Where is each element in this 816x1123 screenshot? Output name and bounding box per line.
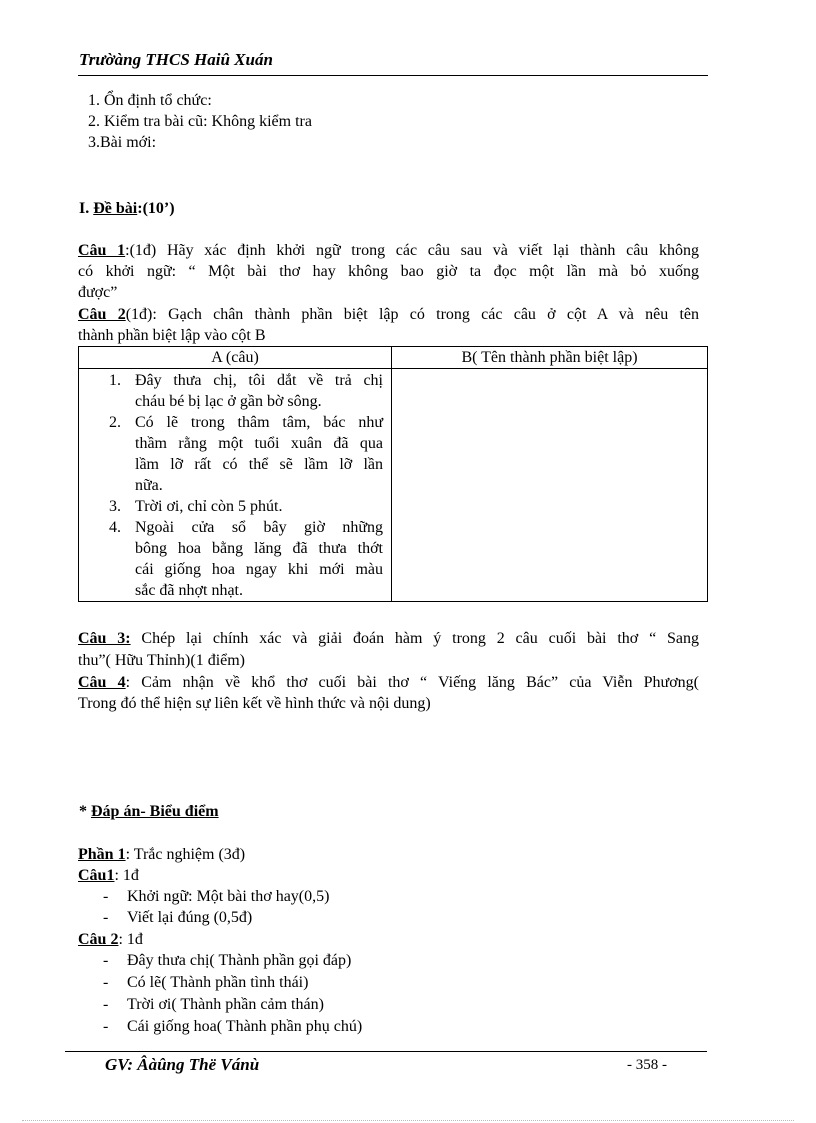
section-heading	[79, 198, 175, 219]
intro-item-1: 1. Ổn định tổ chức:	[88, 92, 212, 109]
q2-line-2: thành phần biệt lập vào cột B	[78, 327, 266, 344]
intro-item-2: 2. Kiểm tra bài cũ: Không kiểm tra	[88, 113, 312, 130]
table-item: 3. Trời ơi, chỉ còn 5 phút.	[109, 498, 283, 515]
part1-label: Phần 1	[78, 846, 126, 863]
c2-item-1: Đây thưa chị( Thành phần gọi đáp)	[127, 952, 352, 969]
table-item: 4. Ngoài cửa sổ bây giờ những bông hoa bằng lăng đã thưa thớt cái giống hoa ngay khi mới màu sắc đã nhợt nhạt.	[109, 519, 383, 599]
footer-author: GV: Âàûng Thë Vánù	[105, 1055, 260, 1074]
page-bottom-edge	[22, 1120, 794, 1121]
c1-dash-1: -	[103, 888, 109, 905]
q3-line-1: Câu 3: Chép lại chính xác và giải đoán hàm ý trong 2 câu cuối bài thơ “ Sang	[78, 630, 699, 647]
section-prefix: I.	[79, 200, 94, 217]
q1-line-3: được”	[78, 284, 118, 301]
footer-divider	[65, 1051, 707, 1052]
q2-line-1: Câu 2(1đ): Gạch chân thành phần biệt lập có trong các câu ở cột A và nêu tên	[78, 306, 700, 323]
c1-label: Câu1	[78, 867, 115, 884]
c2-dash-2: -	[103, 974, 109, 991]
answer-title: Đáp án- Biểu điểm	[91, 803, 219, 820]
c1-dash-2: -	[103, 909, 109, 926]
c1-line: Câu1: 1đ	[78, 867, 139, 884]
q2-label: Câu 2	[78, 306, 126, 323]
c2-label: Câu 2	[78, 931, 119, 948]
q4-label: Câu 4	[78, 674, 126, 691]
q1-label: Câu 1	[78, 242, 126, 259]
part1-line: Phần 1: Trắc nghiệm (3đ)	[78, 846, 246, 863]
c2-dash-1: -	[103, 952, 109, 969]
question-table	[78, 346, 708, 602]
q3-label: Câu 3:	[78, 630, 131, 647]
c2-item-4: Cái giống hoa( Thành phần phụ chú)	[127, 1018, 363, 1035]
c2-line: Câu 2: 1đ	[78, 931, 143, 948]
q1-line-2: có khởi ngữ: “ Một bài thơ hay không bao giờ ta đọc một lần mà bỏ xuống	[78, 263, 699, 280]
table-body-row	[79, 369, 708, 602]
q4-line-1: Câu 4: Cảm nhận về khổ thơ cuối bài thơ “ Viếng lăng Bác” của Viễn Phương(	[78, 674, 699, 691]
c2-item-3: Trời ơi( Thành phần cảm thán)	[127, 996, 324, 1013]
table-cell-b	[392, 369, 708, 602]
header-title: Trườàng THCS Haiû Xuán	[79, 50, 273, 69]
table-cell-a	[79, 369, 392, 602]
table-item: 2. Có lẽ trong thâm tâm, bác như thầm rằng một tuổi xuân đã qua lầm lỡ rất có thể sẽ lầm lỡ lần nữa.	[109, 414, 383, 494]
section-title: Đề bài	[93, 200, 138, 217]
q1-line-1: Câu 1:(1đ) Hãy xác định khởi ngữ trong các câu sau và viết lại thành câu không	[78, 242, 700, 259]
q3-line-2: thu”( Hữu Thỉnh)(1 điểm)	[78, 652, 246, 669]
answer-heading: * Đáp án- Biểu điểm	[79, 803, 219, 820]
table-header-b: B( Tên thành phần biệt lập)	[392, 347, 708, 369]
page-number: - 358 -	[627, 1057, 667, 1073]
intro-item-3: 3.Bài mới:	[88, 134, 157, 151]
table-header-row	[79, 347, 708, 369]
table-item: 1. Đây thưa chị, tôi dắt về trả chị cháu bé bị lạc ở gần bờ sông.	[109, 372, 383, 410]
header-divider	[78, 75, 708, 76]
section-suffix: :(10’)	[137, 200, 175, 217]
c1-item-2: Viết lại đúng (0,5đ)	[127, 909, 253, 926]
c2-dash-3: -	[103, 996, 109, 1013]
table-header-a: A (câu)	[79, 347, 392, 369]
c1-item-1: Khởi ngữ: Một bài thơ hay(0,5)	[127, 888, 330, 905]
q4-line-2: Trong đó thể hiện sự liên kết về hình thức và nội dung)	[78, 695, 431, 712]
c2-item-2: Có lẽ( Thành phần tình thái)	[127, 974, 309, 991]
c2-dash-4: -	[103, 1018, 109, 1035]
